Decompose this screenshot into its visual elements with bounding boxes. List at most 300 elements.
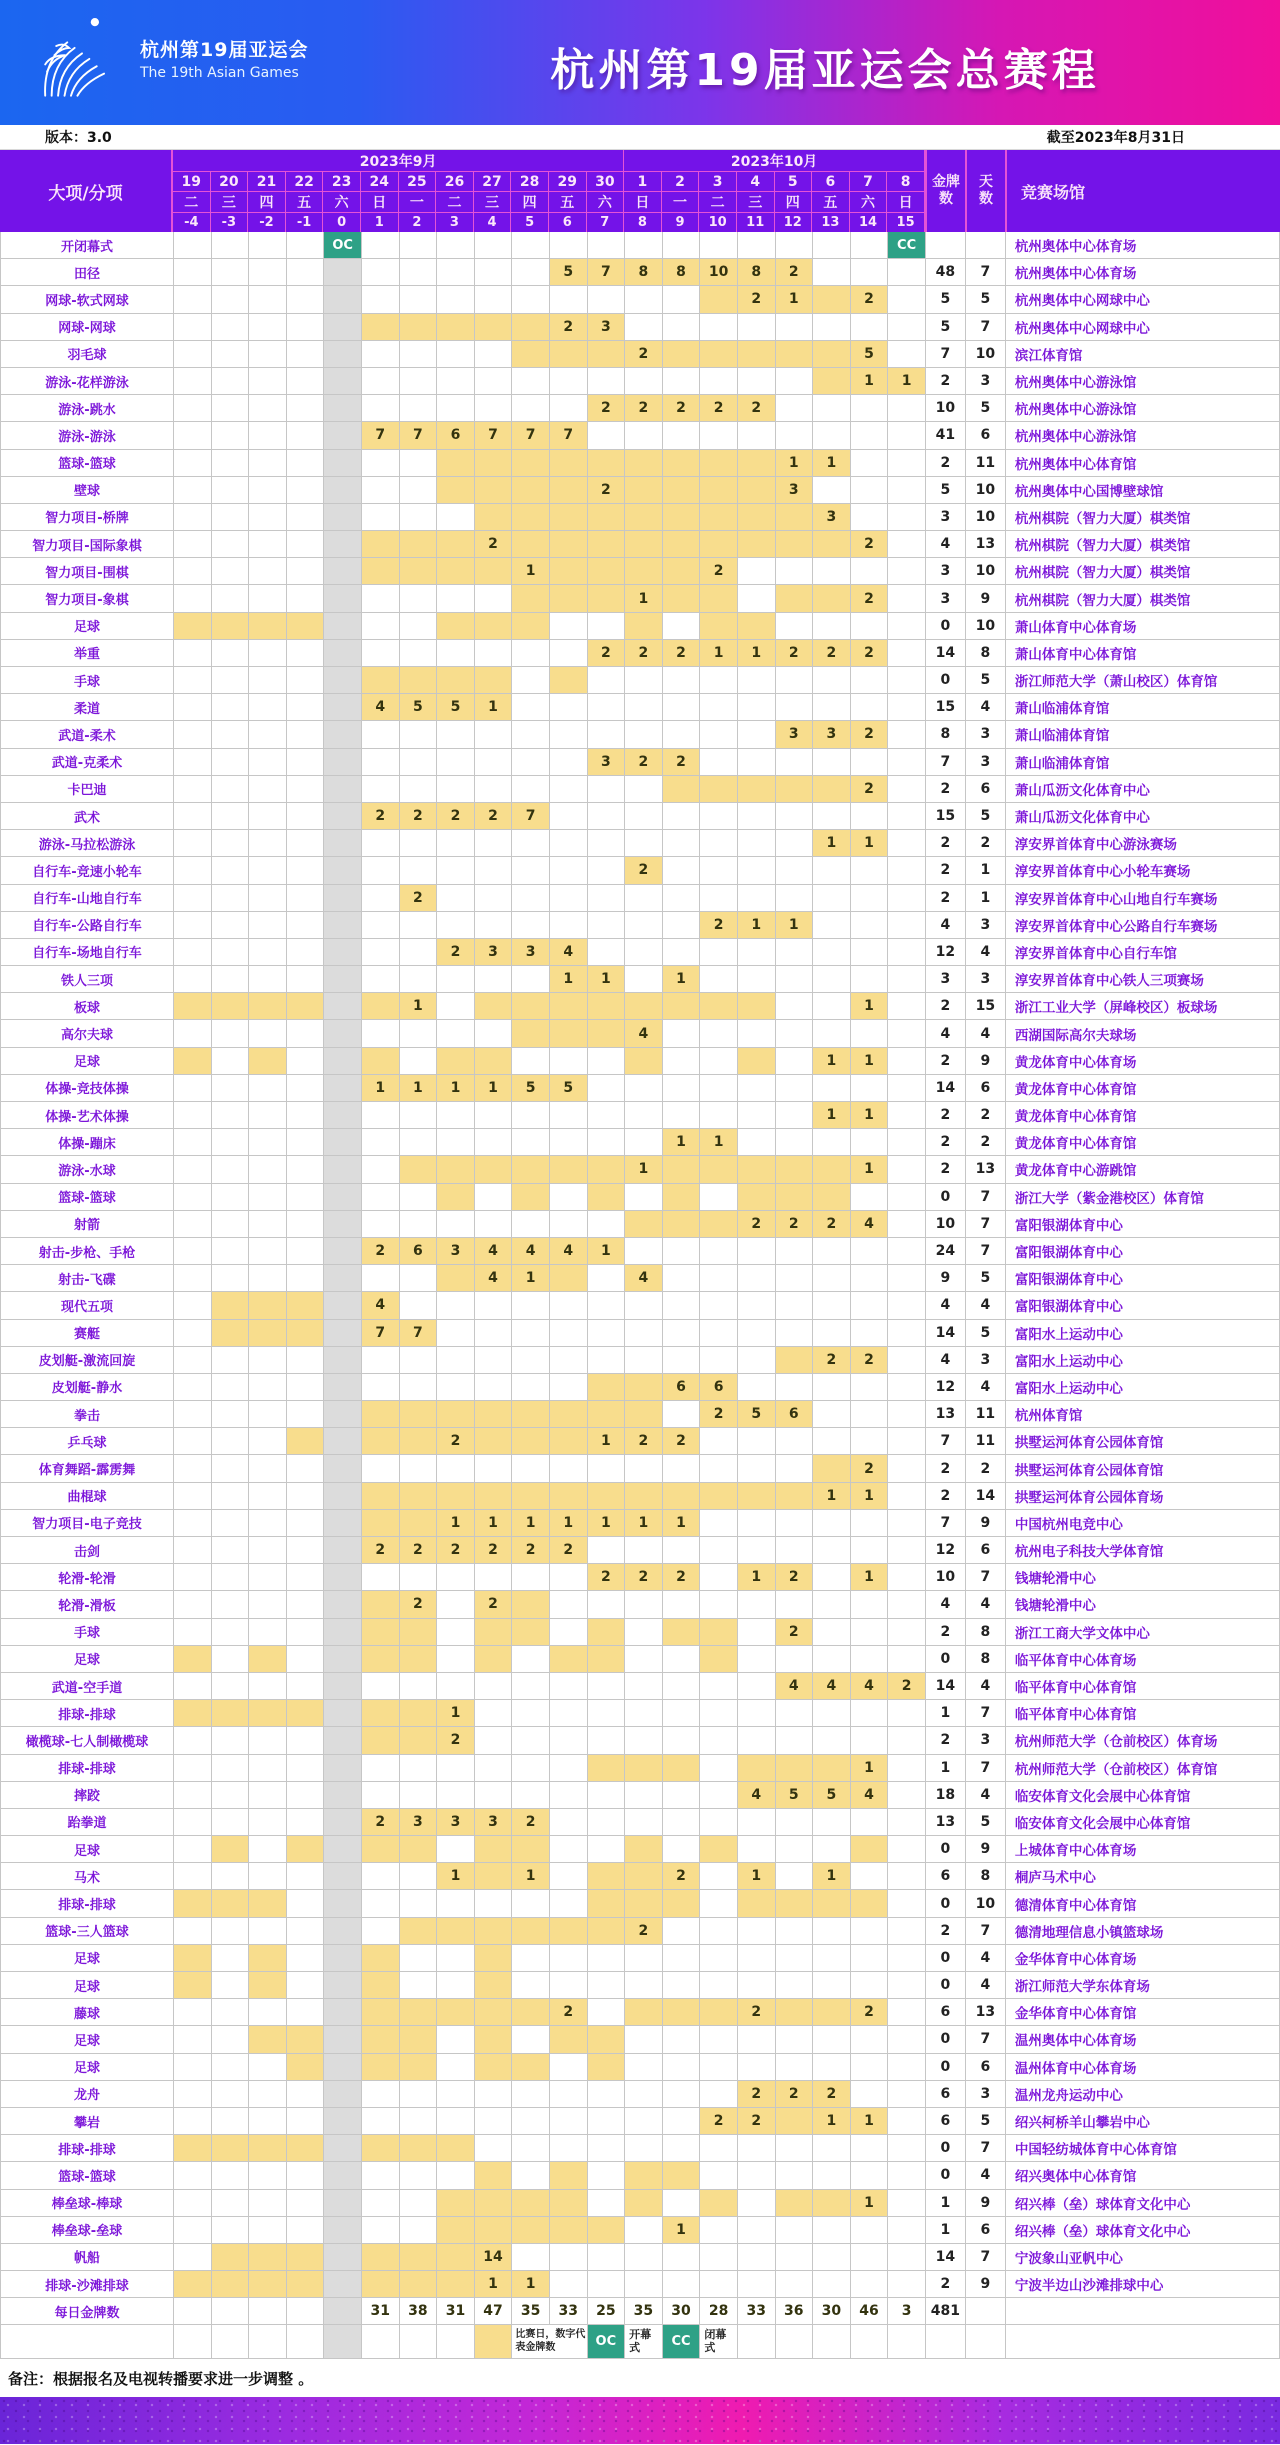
day-cell bbox=[588, 1483, 626, 1509]
day-cell bbox=[776, 667, 814, 693]
day-cell bbox=[550, 2190, 588, 2216]
day-cell: 5 bbox=[400, 694, 438, 720]
day-cell bbox=[437, 2190, 475, 2216]
day-cell bbox=[776, 749, 814, 775]
day-cell bbox=[663, 1347, 701, 1373]
day-cell bbox=[813, 1700, 851, 1726]
days-count-cell: 10 bbox=[966, 477, 1006, 503]
days-count-cell: 5 bbox=[966, 395, 1006, 421]
days-count-cell: 7 bbox=[966, 1918, 1006, 1944]
row-label: 板球 bbox=[1, 993, 174, 1019]
day-cell bbox=[888, 314, 926, 340]
day-cell bbox=[174, 2298, 212, 2324]
day-header-week: 五 bbox=[286, 192, 323, 213]
day-cell bbox=[588, 803, 626, 829]
days-count-cell: 9 bbox=[966, 1836, 1006, 1862]
day-cell: 2 bbox=[663, 1863, 701, 1889]
day-header-week: 日 bbox=[624, 192, 661, 213]
day-cell bbox=[287, 1075, 325, 1101]
schedule-row bbox=[1, 1863, 1280, 1890]
day-header-week: 五 bbox=[812, 192, 849, 213]
day-cell bbox=[212, 1591, 250, 1617]
day-cell bbox=[212, 694, 250, 720]
day-cell bbox=[888, 966, 926, 992]
days-count-cell: 13 bbox=[966, 1999, 1006, 2025]
day-cell bbox=[738, 885, 776, 911]
days-count-cell: 10 bbox=[966, 558, 1006, 584]
day-cell: 1 bbox=[512, 2271, 550, 2297]
day-cell bbox=[813, 1564, 851, 1590]
schedule-row bbox=[1, 2217, 1280, 2244]
gold-count-cell: 10 bbox=[926, 395, 966, 421]
day-cell bbox=[663, 1591, 701, 1617]
day-cell bbox=[287, 1455, 325, 1481]
day-header-idx: 1 bbox=[374, 215, 384, 230]
day-cell bbox=[625, 1591, 663, 1617]
venue-cell: 滨江体育馆 bbox=[1006, 341, 1280, 367]
day-cell bbox=[475, 395, 513, 421]
days-count-cell: 3 bbox=[966, 721, 1006, 747]
legend-cell bbox=[738, 2325, 776, 2358]
day-header-idx: 2 bbox=[412, 215, 422, 230]
day-cell: 2 bbox=[663, 1564, 701, 1590]
day-cell: 1 bbox=[437, 1700, 475, 1726]
day-cell bbox=[700, 613, 738, 639]
days-count-cell: 6 bbox=[966, 776, 1006, 802]
venue-cell: 萧山临浦体育馆 bbox=[1006, 694, 1280, 720]
schedule-row bbox=[1, 2054, 1280, 2081]
day-cell bbox=[212, 1320, 250, 1346]
day-cell bbox=[888, 803, 926, 829]
day-cell bbox=[174, 1918, 212, 1944]
days-count-cell: 13 bbox=[966, 531, 1006, 557]
day-cell: 25 bbox=[588, 2298, 626, 2324]
day-cell: 1 bbox=[813, 830, 851, 856]
row-label: 武道-柔术 bbox=[1, 721, 174, 747]
day-cell bbox=[550, 2244, 588, 2270]
day-cell bbox=[588, 2135, 626, 2161]
day-cell: 2 bbox=[776, 259, 814, 285]
day-cell bbox=[700, 1755, 738, 1781]
day-cell bbox=[362, 1564, 400, 1590]
day-cell bbox=[512, 368, 550, 394]
day-cell bbox=[588, 776, 626, 802]
day-cell bbox=[813, 2162, 851, 2188]
day-cell bbox=[700, 1564, 738, 1590]
day-cell bbox=[362, 1265, 400, 1291]
day-cell: 2 bbox=[700, 2108, 738, 2134]
day-cell: 6 bbox=[700, 1374, 738, 1400]
day-cell bbox=[475, 1918, 513, 1944]
day-cell bbox=[851, 395, 889, 421]
day-cell bbox=[813, 1292, 851, 1318]
gold-count-cell: 2 bbox=[926, 1156, 966, 1182]
days-count-cell: 3 bbox=[966, 1727, 1006, 1753]
row-label: 自行车-场地自行车 bbox=[1, 939, 174, 965]
day-header-idx: -1 bbox=[296, 215, 312, 230]
day-cell bbox=[663, 1918, 701, 1944]
day-cell bbox=[174, 1129, 212, 1155]
day-cell bbox=[738, 2271, 776, 2297]
day-cell bbox=[400, 1700, 438, 1726]
day-cell bbox=[362, 1020, 400, 1046]
day-cell bbox=[888, 585, 926, 611]
day-cell bbox=[362, 1836, 400, 1862]
day-cell bbox=[362, 640, 400, 666]
day-cell bbox=[475, 2054, 513, 2080]
row-label: 柔道 bbox=[1, 694, 174, 720]
day-cell bbox=[700, 885, 738, 911]
day-cell bbox=[475, 1156, 513, 1182]
day-cell bbox=[512, 613, 550, 639]
day-cell bbox=[738, 776, 776, 802]
day-cell bbox=[550, 2108, 588, 2134]
day-cell bbox=[249, 1918, 287, 1944]
day-cell bbox=[663, 939, 701, 965]
day-cell bbox=[475, 2217, 513, 2243]
days-count-cell: 11 bbox=[966, 450, 1006, 476]
schedule-row bbox=[1, 1537, 1280, 1564]
day-cell bbox=[776, 2244, 814, 2270]
day-cell bbox=[588, 1455, 626, 1481]
day-cell: 7 bbox=[400, 422, 438, 448]
day-header-day: 6 bbox=[812, 172, 849, 192]
day-cell bbox=[625, 1211, 663, 1237]
venue-cell bbox=[1006, 2298, 1280, 2324]
day-cell bbox=[738, 1347, 776, 1373]
day-cell bbox=[475, 830, 513, 856]
day-cell bbox=[776, 1320, 814, 1346]
day-cell bbox=[888, 531, 926, 557]
day-cell bbox=[700, 2026, 738, 2052]
day-cell: 2 bbox=[475, 1591, 513, 1617]
day-cell: 2 bbox=[813, 2081, 851, 2107]
day-cell bbox=[851, 803, 889, 829]
day-cell bbox=[738, 1129, 776, 1155]
schedule-row bbox=[1, 368, 1280, 395]
row-label: 足球 bbox=[1, 1048, 174, 1074]
day-header-idx: 11 bbox=[746, 215, 765, 230]
day-cell bbox=[174, 857, 212, 883]
schedule-row bbox=[1, 776, 1280, 803]
day-cell: 1 bbox=[851, 1102, 889, 1128]
day-cell: 1 bbox=[588, 966, 626, 992]
day-cell bbox=[324, 558, 362, 584]
day-cell: 1 bbox=[625, 1156, 663, 1182]
day-header-week: 六 bbox=[587, 192, 624, 213]
venue-cell: 富阳水上运动中心 bbox=[1006, 1374, 1280, 1400]
day-cell bbox=[249, 232, 287, 258]
day-cell: 7 bbox=[362, 1320, 400, 1346]
day-cell bbox=[588, 830, 626, 856]
schedule-row bbox=[1, 2298, 1280, 2325]
day-cell bbox=[700, 2190, 738, 2216]
day-cell bbox=[212, 2244, 250, 2270]
day-cell bbox=[362, 314, 400, 340]
day-cell bbox=[663, 803, 701, 829]
day-cell bbox=[212, 1727, 250, 1753]
day-cell bbox=[888, 1374, 926, 1400]
row-label: 体育舞蹈-霹雳舞 bbox=[1, 1455, 174, 1481]
day-cell: 1 bbox=[738, 912, 776, 938]
day-cell bbox=[588, 2081, 626, 2107]
venue-cell: 淳安界首体育中心自行车馆 bbox=[1006, 939, 1280, 965]
day-cell bbox=[437, 2162, 475, 2188]
day-cell bbox=[287, 1782, 325, 1808]
day-cell bbox=[888, 395, 926, 421]
day-cell bbox=[324, 1347, 362, 1373]
day-cell bbox=[249, 1646, 287, 1672]
day-cell: 2 bbox=[588, 640, 626, 666]
day-cell bbox=[437, 1020, 475, 1046]
schedule-row bbox=[1, 232, 1280, 259]
day-cell bbox=[776, 1374, 814, 1400]
day-cell bbox=[776, 993, 814, 1019]
logo-title-cn: 杭州第19届亚运会 bbox=[140, 39, 309, 61]
day-cell bbox=[174, 1945, 212, 1971]
venue-cell: 杭州奥体中心体育馆 bbox=[1006, 450, 1280, 476]
day-cell bbox=[475, 341, 513, 367]
schedule-row bbox=[1, 314, 1280, 341]
day-cell bbox=[813, 2217, 851, 2243]
day-cell bbox=[437, 368, 475, 394]
row-label: 每日金牌数 bbox=[1, 2298, 174, 2324]
day-cell: 1 bbox=[776, 450, 814, 476]
day-cell bbox=[512, 993, 550, 1019]
day-cell bbox=[663, 694, 701, 720]
day-cell bbox=[174, 1755, 212, 1781]
day-cell bbox=[174, 1020, 212, 1046]
day-cell bbox=[287, 1374, 325, 1400]
day-header-week: 日 bbox=[361, 192, 398, 213]
day-cell bbox=[400, 1945, 438, 1971]
day-cell bbox=[174, 1510, 212, 1536]
day-cell bbox=[287, 2135, 325, 2161]
day-cell bbox=[174, 1890, 212, 1916]
day-cell bbox=[625, 1129, 663, 1155]
day-cell bbox=[437, 1755, 475, 1781]
day-cell bbox=[475, 2108, 513, 2134]
day-cell bbox=[287, 2162, 325, 2188]
day-cell bbox=[738, 1673, 776, 1699]
schedule-row bbox=[1, 1945, 1280, 1972]
day-cell bbox=[700, 993, 738, 1019]
day-cell bbox=[813, 993, 851, 1019]
gold-count-cell: 8 bbox=[926, 721, 966, 747]
day-cell bbox=[776, 1020, 814, 1046]
day-cell bbox=[437, 286, 475, 312]
legend-row bbox=[0, 2325, 1280, 2359]
day-cell: 2 bbox=[738, 2081, 776, 2107]
day-cell bbox=[888, 504, 926, 530]
day-cell bbox=[174, 912, 212, 938]
row-label: 壁球 bbox=[1, 477, 174, 503]
gold-count-cell: 7 bbox=[926, 749, 966, 775]
day-cell bbox=[738, 585, 776, 611]
day-cell bbox=[625, 1727, 663, 1753]
day-cell bbox=[174, 1401, 212, 1427]
day-cell bbox=[813, 2190, 851, 2216]
day-cell bbox=[776, 2135, 814, 2161]
day-cell bbox=[287, 2108, 325, 2134]
day-cell bbox=[625, 1374, 663, 1400]
day-cell bbox=[550, 1809, 588, 1835]
day-cell bbox=[362, 1945, 400, 1971]
day-cell bbox=[287, 232, 325, 258]
day-cell bbox=[776, 232, 814, 258]
day-cell bbox=[174, 395, 212, 421]
day-cell bbox=[888, 857, 926, 883]
day-cell bbox=[324, 1320, 362, 1346]
day-cell bbox=[663, 2135, 701, 2161]
day-cell bbox=[512, 2026, 550, 2052]
day-cell bbox=[475, 1836, 513, 1862]
day-cell: 7 bbox=[588, 259, 626, 285]
day-cell bbox=[663, 2026, 701, 2052]
day-cell bbox=[249, 1836, 287, 1862]
day-cell bbox=[324, 1184, 362, 1210]
day-cell bbox=[738, 1455, 776, 1481]
day-cell bbox=[212, 477, 250, 503]
schedule-row bbox=[1, 694, 1280, 721]
day-cell bbox=[625, 966, 663, 992]
day-cell bbox=[625, 2026, 663, 2052]
day-cell bbox=[700, 1347, 738, 1373]
day-cell bbox=[212, 2217, 250, 2243]
day-cell bbox=[888, 1863, 926, 1889]
day-cell: 2 bbox=[400, 803, 438, 829]
day-cell bbox=[700, 1945, 738, 1971]
gold-count-cell: 6 bbox=[926, 2081, 966, 2107]
day-cell bbox=[663, 1836, 701, 1862]
day-cell bbox=[437, 1129, 475, 1155]
day-cell bbox=[287, 1755, 325, 1781]
day-cell bbox=[588, 1374, 626, 1400]
day-cell bbox=[888, 2108, 926, 2134]
day-cell bbox=[588, 1945, 626, 1971]
day-cell bbox=[738, 1102, 776, 1128]
day-cell bbox=[625, 1075, 663, 1101]
day-cell bbox=[776, 1428, 814, 1454]
venue-cell: 绍兴棒（垒）球体育文化中心 bbox=[1006, 2217, 1280, 2243]
day-cell bbox=[588, 1890, 626, 1916]
day-cell bbox=[851, 1374, 889, 1400]
day-header-idx: 8 bbox=[637, 215, 647, 230]
schedule-row bbox=[1, 640, 1280, 667]
schedule-row bbox=[1, 558, 1280, 585]
schedule-row bbox=[1, 1890, 1280, 1917]
day-header-week: 二 bbox=[699, 192, 736, 213]
venue-cell: 富阳水上运动中心 bbox=[1006, 1320, 1280, 1346]
schedule-table-body bbox=[0, 232, 1280, 2325]
day-cell bbox=[625, 776, 663, 802]
day-cell bbox=[625, 422, 663, 448]
day-cell bbox=[437, 585, 475, 611]
day-cell bbox=[212, 232, 250, 258]
day-cell bbox=[287, 1401, 325, 1427]
day-cell bbox=[738, 504, 776, 530]
day-cell bbox=[287, 1156, 325, 1182]
day-cell bbox=[324, 1863, 362, 1889]
day-cell bbox=[700, 667, 738, 693]
schedule-row bbox=[1, 1727, 1280, 1754]
day-cell bbox=[287, 749, 325, 775]
day-cell bbox=[700, 2271, 738, 2297]
day-cell: 2 bbox=[738, 286, 776, 312]
day-cell bbox=[249, 1455, 287, 1481]
day-cell bbox=[475, 2162, 513, 2188]
day-cell bbox=[324, 450, 362, 476]
day-cell bbox=[550, 395, 588, 421]
schedule-row bbox=[1, 2081, 1280, 2108]
day-cell bbox=[362, 1700, 400, 1726]
schedule-row bbox=[1, 1700, 1280, 1727]
legend-cell bbox=[813, 2325, 851, 2358]
row-label: 马术 bbox=[1, 1863, 174, 1889]
day-cell bbox=[324, 885, 362, 911]
day-cell bbox=[475, 1374, 513, 1400]
day-cell bbox=[362, 2026, 400, 2052]
day-cell bbox=[174, 2026, 212, 2052]
day-column-header bbox=[173, 172, 211, 232]
day-cell bbox=[324, 259, 362, 285]
gold-count-cell: 6 bbox=[926, 2108, 966, 2134]
day-header-idx: 14 bbox=[858, 215, 878, 230]
day-cell bbox=[738, 1918, 776, 1944]
row-label: 篮球-篮球 bbox=[1, 450, 174, 476]
day-cell: 8 bbox=[738, 259, 776, 285]
day-cell bbox=[400, 1265, 438, 1291]
day-cell: 2 bbox=[362, 1238, 400, 1264]
day-cell bbox=[400, 558, 438, 584]
day-cell bbox=[625, 450, 663, 476]
day-cell bbox=[851, 1646, 889, 1672]
day-cell bbox=[888, 2244, 926, 2270]
day-cell bbox=[212, 1890, 250, 1916]
day-cell bbox=[212, 259, 250, 285]
day-cell bbox=[550, 694, 588, 720]
day-cell bbox=[437, 2244, 475, 2270]
schedule-row bbox=[1, 993, 1280, 1020]
gold-count-cell: 10 bbox=[926, 1211, 966, 1237]
schedule-row bbox=[1, 1211, 1280, 1238]
day-cell bbox=[362, 395, 400, 421]
schedule-row bbox=[1, 1999, 1280, 2026]
days-count-cell: 6 bbox=[966, 1537, 1006, 1563]
day-cell bbox=[475, 314, 513, 340]
day-cell bbox=[625, 1320, 663, 1346]
days-count-cell: 4 bbox=[966, 694, 1006, 720]
day-cell bbox=[813, 776, 851, 802]
day-cell bbox=[475, 1700, 513, 1726]
row-label: 橄榄球-七人制橄榄球 bbox=[1, 1727, 174, 1753]
schedule-row bbox=[1, 1483, 1280, 1510]
day-cell bbox=[287, 558, 325, 584]
legend-cc-text: 闭幕式 bbox=[700, 2325, 738, 2358]
row-label: 曲棍球 bbox=[1, 1483, 174, 1509]
day-cell bbox=[324, 1673, 362, 1699]
day-cell bbox=[813, 667, 851, 693]
day-cell bbox=[888, 1537, 926, 1563]
day-cell bbox=[550, 2162, 588, 2188]
venue-cell: 浙江师范大学（萧山校区）体育馆 bbox=[1006, 667, 1280, 693]
schedule-row bbox=[1, 885, 1280, 912]
day-cell: 1 bbox=[813, 1863, 851, 1889]
day-cell bbox=[475, 259, 513, 285]
day-cell bbox=[550, 776, 588, 802]
day-cell bbox=[851, 912, 889, 938]
day-cell: 2 bbox=[851, 531, 889, 557]
